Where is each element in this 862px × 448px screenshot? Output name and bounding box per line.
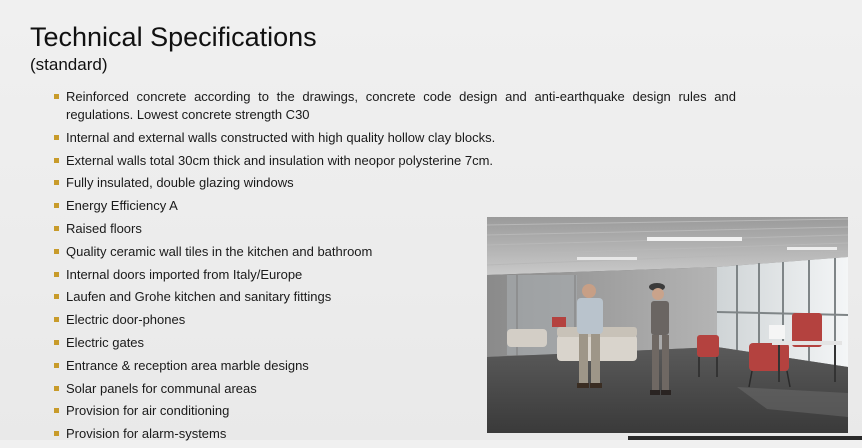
list-item-text: Energy Efficiency A — [66, 198, 178, 214]
list-item-text: Provision for alarm-systems — [66, 426, 227, 442]
list-item — [54, 174, 736, 192]
square-bullet-icon — [54, 180, 59, 185]
slide-subtitle: (standard) — [30, 55, 108, 74]
square-bullet-icon — [54, 363, 59, 368]
square-bullet-icon — [54, 317, 59, 322]
list-item — [54, 88, 736, 124]
list-item-text: Internal and external walls constructed with high quality hollow clay blocks. — [66, 129, 496, 145]
list-item-text: Solar panels for communal areas — [66, 380, 257, 396]
list-item — [54, 129, 736, 147]
list-item-text: Quality ceramic wall tiles in the kitchen and bathroom — [66, 243, 373, 259]
list-item — [54, 152, 736, 170]
list-item-text: Electric door-phones — [66, 312, 186, 328]
square-bullet-icon — [54, 408, 59, 413]
list-item-text: Fully insulated, double glazing windows — [66, 175, 294, 191]
list-item-text: Laufen and Grohe kitchen and sanitary fittings — [66, 289, 332, 305]
office-interior-photo — [487, 217, 848, 433]
square-bullet-icon — [54, 226, 59, 231]
square-bullet-icon — [54, 294, 59, 299]
list-item-text: External walls total 30cm thick and insulation with neopor polysterine 7cm. — [66, 152, 494, 168]
list-item — [54, 197, 736, 215]
list-item-text: Reinforced concrete according to the drawings, concrete code design and anti-earthquake design rules and regulations. Lowest concrete strength C30 — [66, 89, 736, 122]
slide-title: Technical Specifications — [30, 22, 317, 52]
list-item-text: Raised floors — [66, 220, 142, 236]
square-bullet-icon — [54, 431, 59, 436]
square-bullet-icon — [54, 340, 59, 345]
list-item-text: Entrance & reception area marble designs — [66, 357, 309, 373]
square-bullet-icon — [54, 203, 59, 208]
square-bullet-icon — [54, 249, 59, 254]
square-bullet-icon — [54, 135, 59, 140]
list-item-text: Electric gates — [66, 334, 145, 350]
video-progress-bar — [628, 436, 862, 440]
square-bullet-icon — [54, 94, 59, 99]
square-bullet-icon — [54, 158, 59, 163]
square-bullet-icon — [54, 272, 59, 277]
square-bullet-icon — [54, 386, 59, 391]
list-item-text: Internal doors imported from Italy/Europe — [66, 266, 303, 282]
list-item-text: Provision for air conditioning — [66, 403, 230, 419]
